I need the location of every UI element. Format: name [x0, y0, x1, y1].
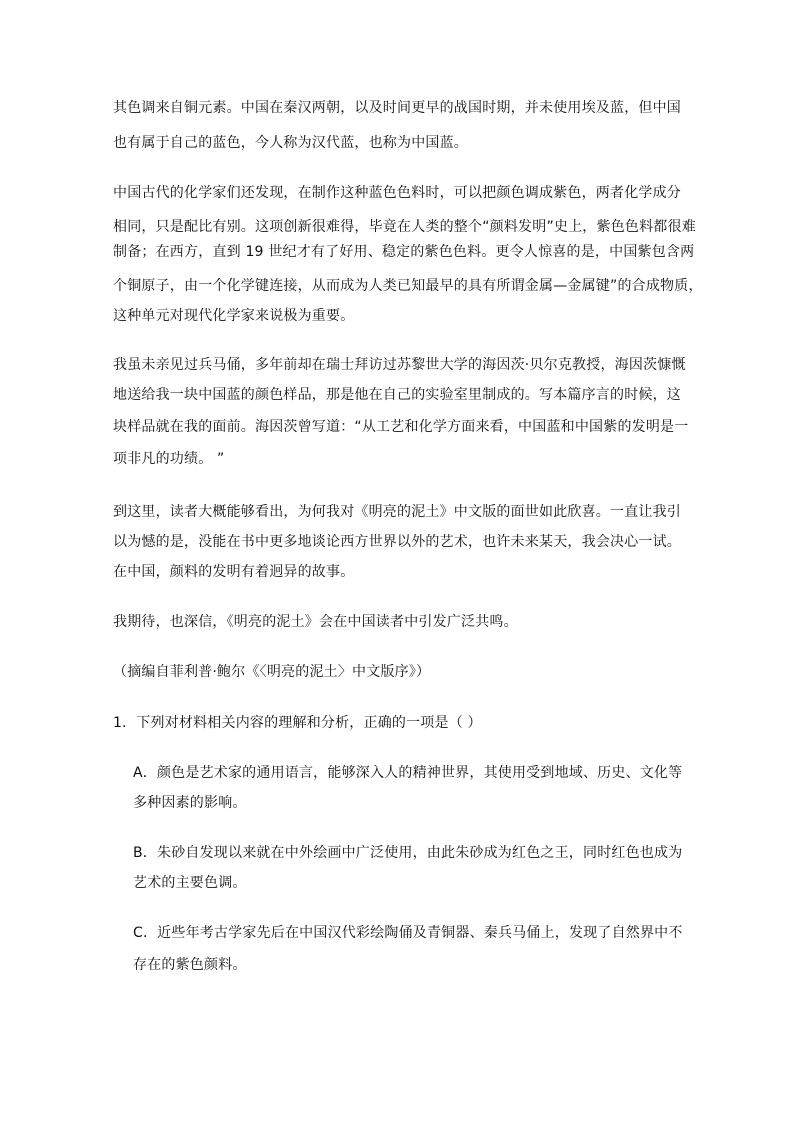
source-citation: （摘编自菲利普·鲍尔《〈明亮的泥土〉中文版序》）	[113, 664, 431, 680]
text-line: 这种单元对现代化学家来说极为重要。	[113, 308, 355, 324]
text-line: 地送给我一块中国蓝的颜色样品，那是他在自己的实验室里制成的。写本篇序言的时候，这	[113, 387, 681, 403]
option-c-line-1: C．近些年考古学家先后在中国汉代彩绘陶俑及青铜器、秦兵马俑上，发现了自然界中不	[133, 925, 683, 941]
text-line: 中国古代的化学家们还发现，在制作这种蓝色色料时，可以把颜色调成紫色，两者化学成分	[113, 185, 681, 201]
option-a-line-1: A．颜色是艺术家的通用语言，能够深入人的精神世界，其使用受到地域、历史、文化等	[133, 765, 683, 781]
text-line: 制备；在西方，直到 19 世纪才有了好用、稳定的紫色色料。更令人惊喜的是，中国紫包含两	[113, 244, 695, 260]
option-b-line-2: 艺术的主要色调。	[133, 875, 247, 891]
text-line: 在中国，颜料的发明有着迥异的故事。	[113, 564, 355, 580]
text-line: 其色调来自铜元素。中国在秦汉两朝，以及时间更早的战国时期，并未使用埃及蓝，但中国	[113, 100, 681, 116]
text-line: 相同，只是配比有别。这项创新很难得，毕竟在人类的整个“颜料发明”史上，紫色色料都很难	[113, 219, 696, 235]
option-c-line-2: 存在的紫色颜料。	[133, 957, 247, 973]
text-line: 我虽未亲见过兵马俑，多年前却在瑞士拜访过苏黎世大学的海因茨·贝尔克教授，海因茨慷慨	[113, 357, 686, 373]
question-stem: 1．下列对材料相关内容的理解和分析，正确的一项是（ ）	[113, 715, 482, 731]
text-line: 块样品就在我的面前。海因茨曾写道：“从工艺和化学方面来看，中国蓝和中国紫的发明是一	[113, 419, 689, 435]
text-line: 也有属于自己的蓝色，今人称为汉代蓝，也称为中国蓝。	[113, 135, 468, 151]
text-line: 到这里，读者大概能够看出，为何我对《明亮的泥土》中文版的面世如此欣喜。一直让我引	[113, 504, 681, 520]
text-line: 个铜原子，由一个化学键连接，从而成为人类已知最早的具有所谓金属—金属键”的合成物质，	[113, 278, 703, 294]
option-a-line-2: 多种因素的影响。	[133, 795, 247, 811]
text-line: 我期待，也深信，《明亮的泥土》会在中国读者中引发广泛共鸣。	[113, 614, 518, 630]
option-b-line-1: B．朱砂自发现以来就在中外绘画中广泛使用，由此朱砂成为红色之王，同时红色也成为	[133, 845, 683, 861]
text-line: 项非凡的功绩。 ”	[113, 451, 225, 467]
text-line: 以为憾的是，没能在书中更多地谈论西方世界以外的艺术，也许未来某天，我会决心一试。	[113, 534, 681, 550]
